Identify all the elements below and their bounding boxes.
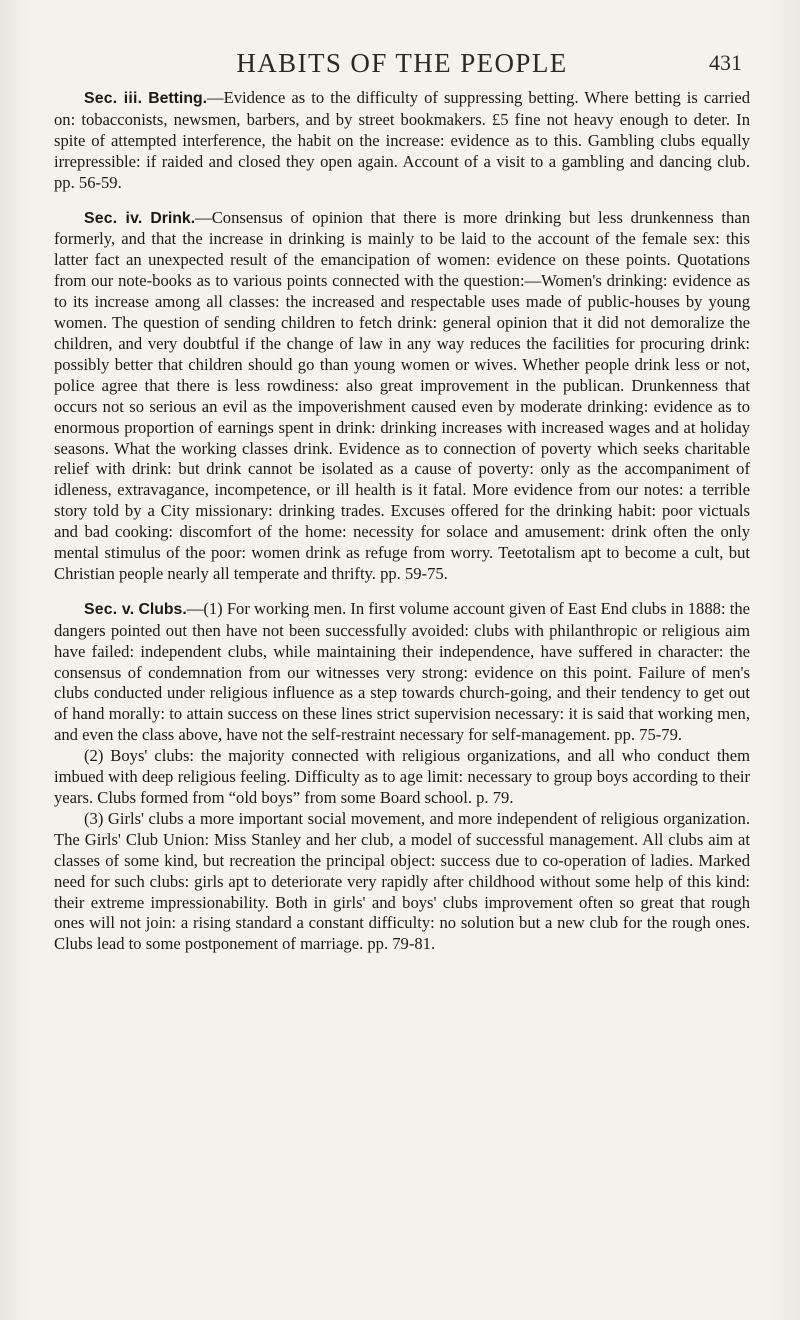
running-head <box>54 38 750 88</box>
section-drink <box>54 208 750 585</box>
running-title: HABITS OF THE PEOPLE <box>236 48 568 78</box>
section-label: Sec. iii. <box>84 90 143 107</box>
section-text: —Evidence as to the difficulty of suppressing betting. Where betting is carried on: tobacconists, newsmen, barbers, and by street bookmakers. £5 fine not heavy enough to deter. In spite of attempted interference, the habit on the increase: evidence as to this. Gambling clubs equally irrepressible: if raided and closed they open again. Account of a visit to a gambling and dancing club. pp. 56-59. <box>54 88 750 192</box>
section-betting <box>54 88 750 194</box>
subparagraph-girls-clubs: (3) Girls' clubs a more important social movement, and more independent of religious organization. The Girls' Club Union: Miss Stanley and her club, a model of successful management. All clubs aim at classes of some kind, but recreation the principal object: success due to co-operation of ladies. Marked need for such clubs: girls apt to deteriorate very rapidly after childhood without some help of this kind: their extreme impressionability. Both in girls' and boys' clubs improvement often so great that rough ones will not join: a rising standard a constant difficulty: no solution but a new club for the rough ones. Clubs lead to some postponement of marriage. pp. 79-81. <box>54 808 750 954</box>
page-number: 431 <box>709 50 742 75</box>
section-title: Drink. <box>150 209 196 227</box>
section-clubs <box>54 599 750 746</box>
section-title: Clubs. <box>138 600 187 618</box>
section-label: Sec. v. <box>84 600 135 618</box>
subparagraph-boys-clubs: (2) Boys' clubs: the majority connected with religious organizations, and all who conduct them imbued with deep religious feeling. Difficulty as to age limit: necessary to group boys according to their years. Clubs formed from “old boys” from some Board school. p. 79. <box>54 746 750 807</box>
section-label: Sec. iv. <box>84 209 143 227</box>
section-text: —(1) For working men. In first volume account given of East End clubs in 1888: the dangers pointed out then have not been successfully avoided: clubs with philanthropic or religious aim have failed: independent clubs, while maintaining their independence, have suffered in character: the consensus of condemnation from our witnesses very strong: evidence on this point. Failure of men's clubs conducted under religious influence as a step towards church-going, and their tendency to get out of hand morally: to attain success on these lines strict supervision necessary: it is said that working men, and even the class above, have not the self-restraint necessary for self-management. pp. 75-79. <box>54 598 750 745</box>
section-text: —Consensus of opinion that there is more drinking but less drunkenness than formerly, and that the increase in drinking is mainly to be laid to the account of the female sex: this latter fact an unexpected result of the emancipation of women: evidence on these points. Quotations from our note-books as to various points connected with the question:—Women's drinking: evidence as to its increase among all classes: the increased and respectable uses made of public-houses by young women. The question of sending children to fetch drink: general opinion that it did not demoralize the children, and very doubtful if the change of law in any way reduces the facilities for procuring drink: possibly better that children should go than young women or wives. Whether people drink less or not, police agree that there is less rowdiness: also great improvement in the publican. Drunkenness that occurs not so serious an evil as the impoverishment caused even by moderate drinking: evidence as to enormous proportion of earnings spent in drink: drinking increases with increased wages and at holiday seasons. What the working classes drink. Evidence as to connection of poverty which seeks charitable relief with drink: but drink cannot be isolated as a cause of poverty: only as the accompaniment of idleness, extravagance, incompetence, or ill health is it fatal. More evidence from our notes: a terrible story told by a City missionary: drinking trades. Excuses offered for the drinking habit: poor victuals and bad cooking: discomfort of the home: necessity for solace and amusement: drink often the only mental stimulus of the poor: women drink as refuge from worry. Teetotalism apt to become a cult, but Christian people nearly all temperate and thrifty. pp. 59-75. <box>54 207 750 583</box>
section-title: Betting. <box>148 90 208 107</box>
